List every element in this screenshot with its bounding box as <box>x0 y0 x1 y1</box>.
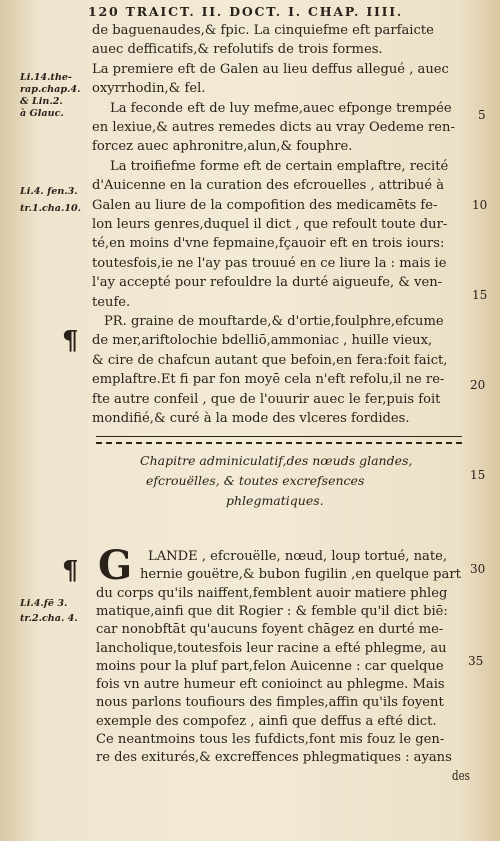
margin-note-1 <box>20 72 80 120</box>
text-line: emplaftre.Et fi par fon moyē cela n'eft refolu,il ne re- <box>92 372 445 388</box>
chapter-heading-line: Chapitre adminiculatif,des nœuds glandes, <box>140 453 413 468</box>
margin-note-2 <box>20 186 81 215</box>
text-line: té,en moins d'vne fepmaine,fçauoir eft en trois iours: <box>92 236 445 252</box>
text-line: hernie gouëtre,& bubon fugilin ,en quelque part <box>140 567 461 583</box>
pilcrow-mark: ¶ <box>62 556 79 586</box>
margin-note-line: & Lin.2. <box>20 96 63 107</box>
pilcrow-mark: ¶ <box>62 326 79 356</box>
text-line: car nonobftāt qu'aucuns foyent chāgez en durté me- <box>96 622 444 638</box>
line-number: 35 <box>468 654 484 668</box>
text-line: mondifié,& curé à la mode des vlceres fordides. <box>92 411 410 426</box>
line-number: 20 <box>470 378 486 392</box>
text-line: des <box>452 768 470 784</box>
chapter-heading-line: phlegmatiques. <box>226 493 324 508</box>
margin-note-3 <box>20 598 78 625</box>
line-number: 5 <box>478 108 486 122</box>
text-line: lon leurs genres,duquel il dict , que refoult toute dur- <box>92 217 448 232</box>
margin-note-line: tr.2.cha. 4. <box>20 613 78 624</box>
line-number: 30 <box>470 562 486 576</box>
margin-note-line: rap.chap.4. <box>20 84 81 95</box>
margin-note-line: Li.14.the- <box>20 72 72 83</box>
text-line: fois vn autre humeur eft conioinct au phlegme. Mais <box>96 677 445 693</box>
margin-note-line: à Glauc. <box>20 108 64 119</box>
separator-rule <box>96 436 462 437</box>
line-number: 15 <box>470 468 486 482</box>
drop-cap-initial: G <box>98 542 133 589</box>
margin-note-line: Li.4.fē 3. <box>20 598 68 609</box>
text-line: moins pour la pluf part,felon Auicenne : car quelque <box>96 658 444 674</box>
text-line: forcez auec aphronitre,alun,& fouphre. <box>92 139 353 155</box>
text-line: exemple des compofez , ainfi que deffus a efté dict. <box>96 713 437 729</box>
text-line: LANDE , efcrouëlle, nœud, loup tortué, nate, <box>148 549 448 564</box>
text-line: l'ay accepté pour refouldre la durté aigueufe, & ven- <box>92 275 443 291</box>
text-line: Ce neantmoins tous les fufdicts,font mis fouz le gen- <box>96 732 445 747</box>
margin-note-line: Li.4. fen.3. <box>20 186 78 197</box>
text-line: en lexiue,& autres remedes dicts au vray Oedeme ren- <box>92 120 455 135</box>
text-line: oxyrrhodin,& fel. <box>92 81 206 97</box>
running-head: 120 TRAICT. II. DOCT. I. CHAP. IIII. <box>88 4 404 19</box>
text-line: matique,ainfi que dit Rogier : & femble qu'il dict biē: <box>96 603 448 619</box>
text-line: La troifiefme forme eft de certain emplaftre, recité <box>110 158 449 174</box>
line-number: 10 <box>472 198 488 212</box>
margin-note-line: tr.1.cha.10. <box>20 203 82 214</box>
text-line: d'Auicenne en la curation des efcrouelles , attribué à <box>92 178 445 194</box>
chapter-heading-line: efcrouëlles, & toutes excrefsences <box>146 473 365 488</box>
text-line: & cire de chafcun autant que befoin,en fera:foit faict, <box>92 352 448 368</box>
line-number: 15 <box>472 288 488 302</box>
text-line: La premiere eft de Galen au lieu deffus allegué , auec <box>92 61 449 77</box>
text-line: teufe. <box>92 294 131 310</box>
text-line: de mer,ariftolochie bdelliō,ammoniac , huille vieux, <box>92 333 433 349</box>
text-line: La feconde eft de luy mefme,auec efponge trempée <box>110 100 452 116</box>
text-line: auec defficatifs,& refolutifs de trois formes. <box>92 42 383 58</box>
text-line: re des exiturés,& excreffences phlegmatiques : ayans <box>96 750 452 766</box>
text-line: de baguenaudes,& fpic. La cinquiefme eft parfaicte <box>92 23 434 38</box>
separator-rule-ornament <box>96 442 462 444</box>
text-line: Galen au liure de la compofition des medicamēts fe- <box>92 197 438 213</box>
text-line: nous parlons toufiours des fimples,affin qu'ils foyent <box>96 695 444 711</box>
text-line: toutesfois,ie ne l'ay pas trouué en ce liure la : mais ie <box>92 255 447 271</box>
text-line: PR. graine de mouftarde,& d'ortie,foulphre,efcume <box>104 314 444 329</box>
text-line: du corps qu'ils naiffent,femblent auoir matiere phleg <box>96 585 448 601</box>
text-line: lancholique,toutesfois leur racine a efté phlegme, au <box>96 640 447 656</box>
text-line: fte autre confeil , que de l'ouurir auec le fer,puis foit <box>92 391 441 407</box>
